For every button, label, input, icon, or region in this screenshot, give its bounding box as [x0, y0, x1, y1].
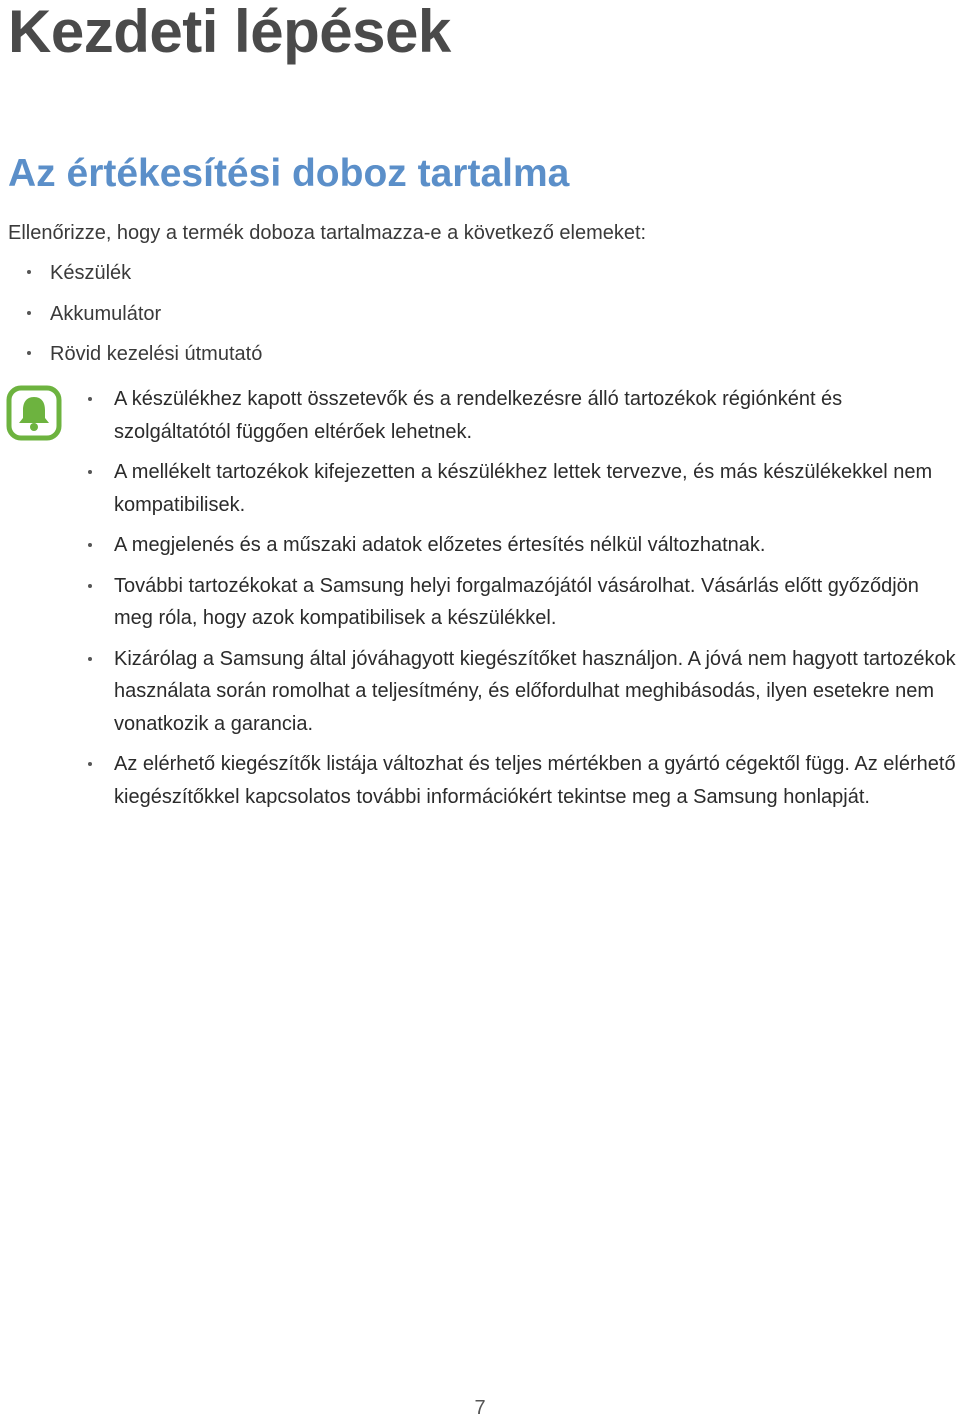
- note-item: [80, 643, 960, 741]
- list-item-text: Rövid kezelési útmutató: [50, 343, 263, 365]
- note-item: [80, 529, 960, 562]
- bullet-icon: [88, 584, 92, 588]
- page-number: 7: [474, 1397, 486, 1419]
- note-item-text: A megjelenés és a műszaki adatok előzetes értesítés nélkül változhatnak.: [114, 534, 766, 556]
- bullet-icon: [27, 270, 31, 274]
- note-item-text: Az elérhető kiegészítők listája változhat és teljes mértékben a gyártó cégektől függ. Az elérhető kiegészítőkkel kapcsolatos további információkért tekintse meg a Samsung honlapját.: [114, 753, 956, 808]
- box-contents-list: [0, 258, 262, 380]
- note-item: [80, 570, 960, 635]
- list-item: [0, 258, 262, 299]
- note-item-text: Kizárólag a Samsung által jóváhagyott kiegészítőket használjon. A jóvá nem hagyott tartozékok használata során romolhat a teljesítmény, és előfordulhat meghibásodás, ilyen esetekre nem vonatkozik a garancia.: [114, 647, 956, 735]
- bullet-icon: [88, 470, 92, 474]
- bullet-icon: [88, 657, 92, 661]
- list-item: [0, 339, 262, 380]
- bullet-icon: [27, 311, 31, 315]
- list-item-text: Akkumulátor: [50, 302, 162, 325]
- list-item-text: Készülék: [50, 262, 132, 284]
- note-item-text: A készülékhez kapott összetevők és a rendelkezésre álló tartozékok régiónként és szolgáltatótól függően eltérőek lehetnek.: [114, 388, 843, 443]
- list-item: [0, 299, 262, 340]
- note-item-text: További tartozékokat a Samsung helyi forgalmazójától vásárolhat. Vásárlás előtt győződjön meg róla, hogy azok kompatibilisek a készülékkel.: [114, 574, 919, 629]
- bullet-icon: [27, 351, 31, 355]
- section-title: Az értékesítési doboz tartalma: [8, 152, 570, 195]
- bell-icon: [6, 385, 62, 441]
- note-item: [80, 748, 960, 813]
- bullet-icon: [88, 397, 92, 401]
- chapter-title: Kezdeti lépések: [8, 0, 451, 65]
- note-item: [80, 383, 960, 448]
- intro-text: Ellenőrizze, hogy a termék doboza tartalmazza-e a következő elemeket:: [8, 222, 647, 244]
- note-item-text: A mellékelt tartozékok kifejezetten a készülékhez lettek tervezve, és más készülékekkel nem kompatibilisek.: [114, 461, 933, 516]
- note-item: [80, 456, 960, 521]
- bullet-icon: [88, 543, 92, 547]
- note-list: [80, 383, 960, 821]
- bullet-icon: [88, 762, 92, 766]
